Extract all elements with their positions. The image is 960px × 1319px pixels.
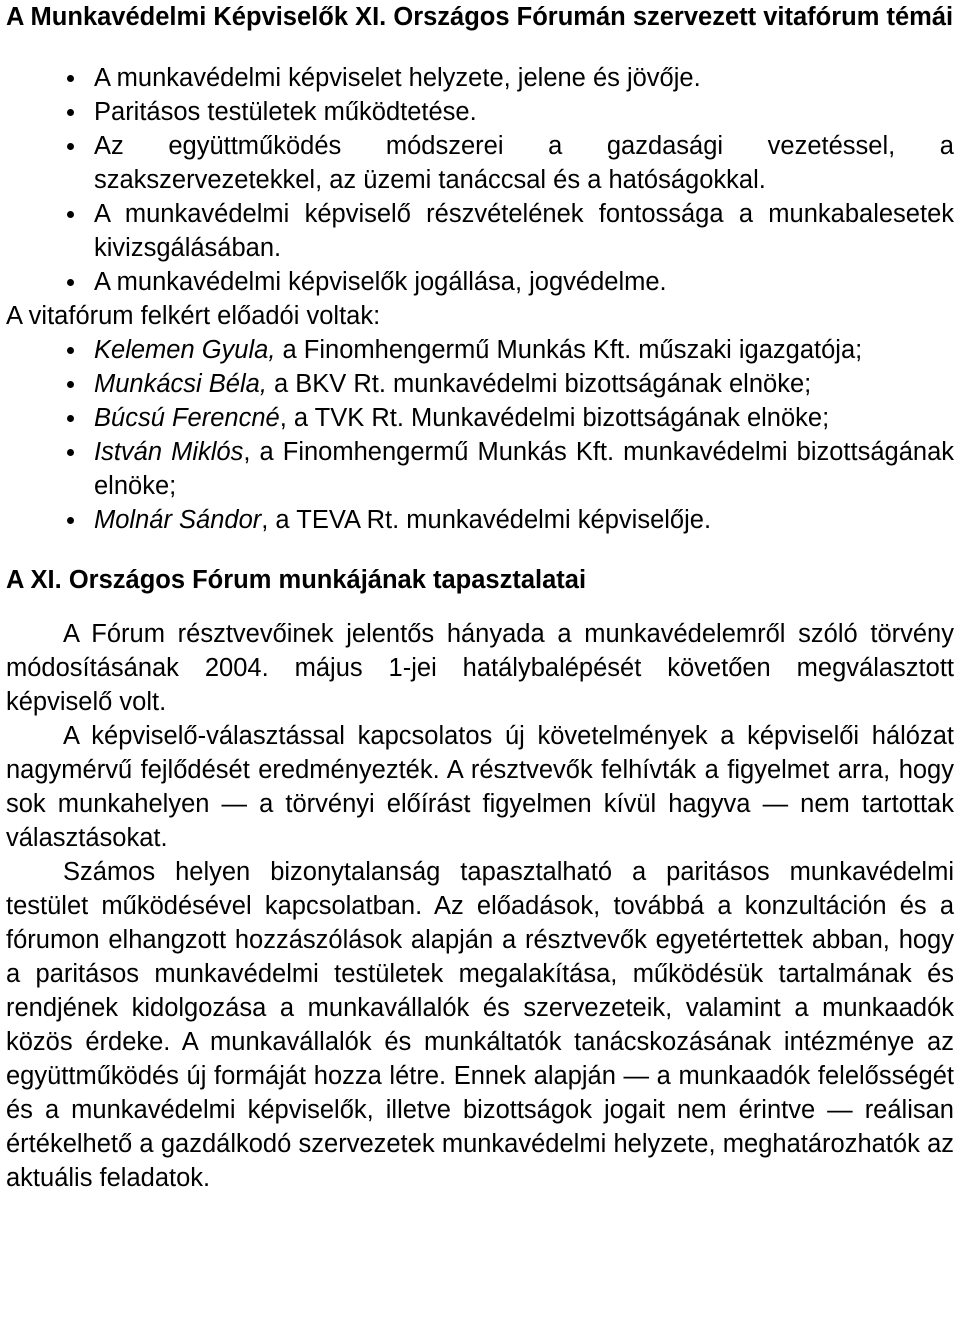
topic-list <box>6 61 954 299</box>
speaker-name: István Miklós <box>94 438 244 466</box>
speaker-item <box>6 401 954 435</box>
bullet-icon <box>67 211 74 218</box>
section-title: A XI. Országos Fórum munkájának tapasztalatai <box>6 566 587 594</box>
topic-item: A munkavédelmi képviselők jogállása, jogvédelme. <box>6 265 954 299</box>
document-title: A Munkavédelmi Képviselők XI. Országos Fórumán szervezett vitafórum témái <box>6 3 954 31</box>
speaker-role: , a TEVA Rt. munkavédelmi képviselője. <box>261 506 712 534</box>
topic-item: A munkavédelmi képviselet helyzete, jelene és jövője. <box>6 61 954 95</box>
bullet-icon <box>67 279 74 286</box>
body-paragraph: A képviselő-választással kapcsolatos új követelmények a képviselői hálózat nagymérvű fejlődését eredményezték. A résztvevők felhívták a figyelmet arra, hogy sok munkahelyen — a törvényi előírást figyelmen kívül hagyva — nem tartottak választásokat. <box>6 722 954 852</box>
speaker-name: Kelemen Gyula, <box>94 336 276 364</box>
speaker-role: , a Finomhengermű Munkás Kft. munkavédelmi bizottságának elnöke; <box>94 438 954 500</box>
speaker-role: , a TVK Rt. Munkavédelmi bizottságának elnöke; <box>279 404 830 432</box>
speaker-item <box>6 435 954 503</box>
bullet-icon <box>67 381 74 388</box>
speaker-role: a BKV Rt. munkavédelmi bizottságának elnöke; <box>266 370 812 398</box>
speaker-name: Búcsú Ferencné <box>94 404 280 432</box>
bullet-icon <box>67 449 74 456</box>
bullet-icon <box>67 415 74 422</box>
bullet-icon <box>67 143 74 150</box>
body-paragraph: A Fórum résztvevőinek jelentős hányada a munkavédelemről szóló törvény módosításának 2004. május 1-jei hatálybalépését követően megválasztott képviselő volt. <box>6 620 954 716</box>
speaker-name: Molnár Sándor <box>94 506 262 534</box>
bullet-icon <box>67 109 74 116</box>
bullet-icon <box>67 347 74 354</box>
speaker-name: Munkácsi Béla, <box>94 370 267 398</box>
speaker-list <box>6 333 954 537</box>
speaker-role: a Finomhengermű Munkás Kft. műszaki igazgatója; <box>275 336 863 364</box>
speaker-item <box>6 367 954 401</box>
bullet-icon <box>67 517 74 524</box>
bullet-icon <box>67 75 74 82</box>
topic-item: Az együttműködés módszerei a gazdasági vezetéssel, a szakszervezetekkel, az üzemi tanáccsal és a hatóságokkal. <box>6 129 954 197</box>
speaker-item <box>6 503 954 537</box>
body-paragraph: Számos helyen bizonytalanság tapasztalható a paritásos munkavédelmi testület működésével kapcsolatban. Az előadások, továbbá a konzultáción és a fórumon elhangzott hozzászólások alapján a résztvevők egyetértettek abban, hogy a paritásos munkavédelmi testületek megalakítása, működésük tartalmának és rendjének kidolgozása a munkavállalók és szervezeteik, valamint a munkaadók közös érdeke. A munkavállalók és munkáltatók tanácskozásának intézménye az együttműködés új formáját hozza létre. Ennek alapján — a munkaadók felelősségét és a munkavédelmi képviselők, illetve bizottságok jogait nem érintve — reálisan értékelhető a gazdálkodó szervezetek munkavédelmi helyzete, meghatározhatók az aktuális feladatok. <box>6 858 954 1192</box>
topic-item: Paritásos testületek működtetése. <box>6 95 954 129</box>
topic-item: A munkavédelmi képviselő részvételének fontossága a munkabalesetek kivizsgálásában. <box>6 197 954 265</box>
speaker-item <box>6 333 954 367</box>
speakers-intro: A vitafórum felkért előadói voltak: <box>6 302 381 330</box>
